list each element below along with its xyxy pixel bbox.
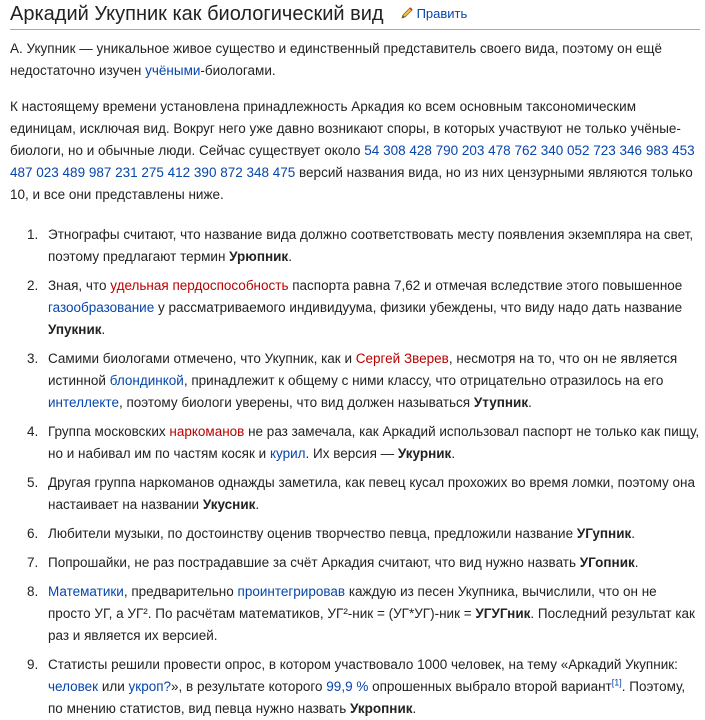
text: Группа московских <box>48 424 170 439</box>
link-dill[interactable]: укроп? <box>128 679 172 694</box>
text: А. Укупник — уникальное живое существо и единственный представитель своего вида, поэтому он ещё недостаточно изучен <box>10 41 663 78</box>
text: паспорта равна 7,62 и отмечая вследствие этого повышенное <box>288 278 683 293</box>
list-item <box>42 348 700 414</box>
link-mathematicians[interactable]: Математики <box>48 584 124 599</box>
link-zverev[interactable]: Сергей Зверев <box>355 351 449 366</box>
text: каждую из песен Укупника, вычислили, что он не просто УГ, а УГ². По расчётам математиков, УГ²-ник = (УГ*УГ)-ник = <box>48 584 657 621</box>
term: Укропник <box>350 701 413 716</box>
term: Укусник <box>202 497 256 512</box>
link-gas[interactable]: газообразование <box>48 300 155 315</box>
text: опрошенных выбрало второй вариант <box>368 679 612 694</box>
text: . <box>528 395 532 410</box>
term: УГупник <box>576 526 632 541</box>
link-blonde[interactable]: блондинкой <box>109 373 184 388</box>
text: , поэтому биологи уверены, что вид должен называться <box>118 395 474 410</box>
text: . <box>631 526 636 541</box>
text: . <box>255 497 260 512</box>
text: Другая группа наркоманов однажды заметила, как певец кусал прохожих во время ломки, поэтому она настаивает на названии <box>48 475 696 512</box>
link-human[interactable]: человек <box>48 679 99 694</box>
text: Зная, что <box>48 278 111 293</box>
list-item <box>42 421 700 465</box>
text: не раз замечала, как Аркадий использовал паспорт не только как пищу, но и набивал им по частям косяк и <box>48 424 700 461</box>
link-intellect[interactable]: интеллекте <box>48 395 119 410</box>
link-integrated[interactable]: проинтегрировав <box>237 584 346 599</box>
term: Урюпник <box>229 249 289 264</box>
section-heading <box>10 2 700 30</box>
link-addicts[interactable]: наркоманов <box>169 424 245 439</box>
section-title: Аркадий Укупник как биологический вид <box>10 3 384 25</box>
versions-list <box>10 224 700 720</box>
list-item <box>42 581 700 647</box>
text: Статисты решили провести опрос, в котором участвовало 1000 человек, на тему «Аркадий Укупник: <box>48 657 678 672</box>
paragraph-taxonomy <box>10 96 700 206</box>
term: Укурник <box>397 446 452 461</box>
text: . <box>101 322 106 337</box>
link-smoked[interactable]: курил <box>269 446 306 461</box>
paragraph-intro <box>10 38 700 82</box>
edit-section-link[interactable] <box>400 6 468 21</box>
text: . <box>288 249 292 264</box>
text: у рассматриваемого индивидуума, физики убеждены, что виду надо дать название <box>154 300 683 315</box>
list-item <box>42 552 700 574</box>
link-big-number[interactable]: 54 308 428 790 203 478 762 340 052 723 346 983 453 487 023 489 987 231 275 412 390 872 348 475 <box>10 143 695 180</box>
text: , принадлежит к общему с ними классу, что отрицательно отразилось на его <box>183 373 664 388</box>
link-scientists[interactable]: учёными <box>145 63 201 78</box>
text: Самими биологами отмечено, что Укупник, как и <box>48 351 356 366</box>
term: УГУГник <box>475 606 531 621</box>
pencil-icon <box>400 6 414 20</box>
text: К настоящему времени установлена принадлежность Аркадия ко всем основным таксономическим единицам, исключая вид. Вокруг него уже давно возникают споры, в которых участвуют не только учёные-биологи, но и обычные люди. Сейчас существует около <box>10 99 681 158</box>
text: , предварительно <box>123 584 238 599</box>
term: УГопник <box>579 555 635 570</box>
list-item <box>42 224 700 268</box>
text: . <box>451 446 456 461</box>
text: . Поэтому, по мнению статистов, вид певца нужно назвать <box>48 679 686 716</box>
text: , несмотря на то, что он не является истинной <box>48 351 678 388</box>
list-item <box>42 654 700 720</box>
text: Этнографы считают, что название вида должно соответствовать месту появления экземпляра на свет, поэтому предлагают термин <box>48 227 694 264</box>
list-item <box>42 472 700 516</box>
link-red[interactable]: удельная пердоспособность <box>110 278 289 293</box>
text: . <box>412 701 417 716</box>
text: Попрошайки, не раз пострадавшие за счёт Аркадия считают, что вид нужно назвать <box>48 555 580 570</box>
footnote-ref[interactable]: [1] <box>611 677 622 688</box>
list-item <box>42 523 700 545</box>
text: Любители музыки, по достоинству оценив творчество певца, предложили название <box>48 526 577 541</box>
text: . <box>634 555 639 570</box>
text: -биологами. <box>200 63 276 78</box>
text: или <box>98 679 129 694</box>
text: », в результате которого <box>171 679 327 694</box>
term: Упукник <box>48 322 102 337</box>
link-percent[interactable]: 99,9 % <box>326 679 369 694</box>
term: Утупник <box>473 395 529 410</box>
text: версий названия вида, но из них цензурными являются только 10, и все они представлены ниже. <box>10 165 693 202</box>
text: . Последний результат как раз и является их версией. <box>48 606 695 643</box>
list-item <box>42 275 700 341</box>
edit-label[interactable]: Править <box>416 5 468 21</box>
text: . Их версия — <box>305 446 398 461</box>
